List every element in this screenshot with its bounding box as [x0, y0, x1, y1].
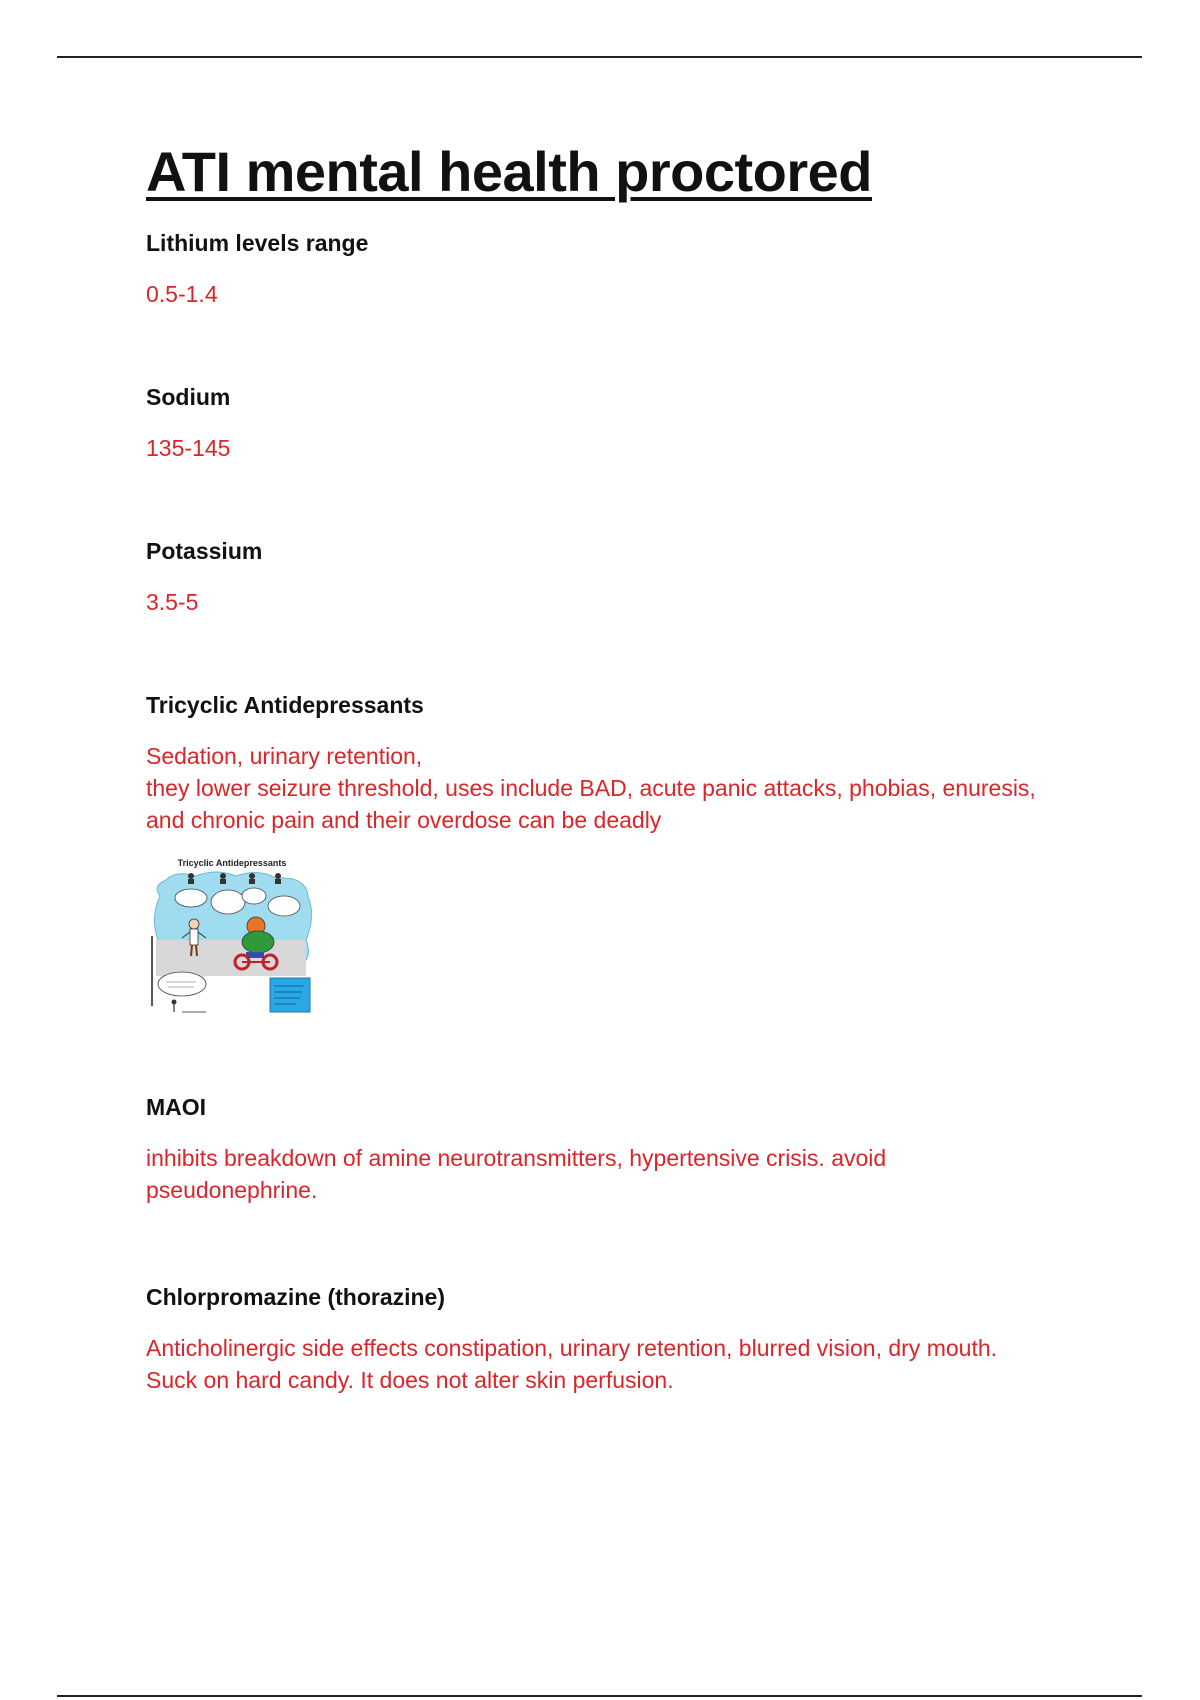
- small-figure: [172, 1000, 207, 1013]
- speech-bubble: [211, 890, 245, 914]
- card-definition: [146, 278, 1106, 310]
- card-term: MAOI: [146, 1094, 207, 1120]
- definition-line: 0.5-1.4: [146, 281, 218, 307]
- definition-line: 3.5-5: [146, 589, 199, 615]
- bottom-divider: [57, 1695, 1142, 1697]
- flashcard-lithium: [146, 228, 1106, 310]
- card-term: Chlorpromazine (thorazine): [146, 1284, 446, 1310]
- top-divider: [57, 56, 1142, 58]
- illustration-drawing: [146, 856, 318, 1016]
- tricyclic-illustration: [146, 856, 318, 1016]
- flashcard-potassium: [146, 536, 1106, 618]
- illustration-caption: Tricyclic Antidepressants: [177, 858, 287, 868]
- card-term: Potassium: [146, 538, 263, 564]
- note-bubble: [158, 972, 206, 996]
- flashcard-tricyclic-antidepressants: [146, 690, 1106, 1016]
- floor-band: [156, 940, 306, 976]
- document-content: [146, 140, 1106, 1468]
- definition-line: and chronic pain and their overdose can be deadly: [146, 807, 662, 833]
- card-definition: [146, 432, 1106, 464]
- speech-bubble: [242, 888, 266, 904]
- card-term: Lithium levels range: [146, 230, 369, 256]
- flashcard-maoi: [146, 1092, 1106, 1206]
- card-definition: [146, 1142, 1106, 1206]
- definition-line: Suck on hard candy. It does not alter skin perfusion.: [146, 1367, 674, 1393]
- definition-line: Anticholinergic side effects constipation, urinary retention, blurred vision, dry mouth.: [146, 1335, 998, 1361]
- card-definition: [146, 740, 1106, 836]
- definition-line: inhibits breakdown of amine neurotransmitters, hypertensive crisis. avoid: [146, 1145, 887, 1171]
- flashcard-sodium: [146, 382, 1106, 464]
- document-title: ATI mental health proctored: [146, 140, 872, 203]
- card-term: Tricyclic Antidepressants: [146, 692, 424, 718]
- speech-bubble: [175, 889, 207, 907]
- flashcard-chlorpromazine: [146, 1282, 1106, 1396]
- card-definition: [146, 586, 1106, 618]
- definition-line: 135-145: [146, 435, 231, 461]
- info-box: [270, 978, 310, 1012]
- definition-line: Sedation, urinary retention,: [146, 743, 423, 769]
- card-term: Sodium: [146, 384, 231, 410]
- definition-line: they lower seizure threshold, uses include BAD, acute panic attacks, phobias, enuresis,: [146, 775, 1036, 801]
- definition-line: pseudonephrine.: [146, 1177, 318, 1203]
- card-definition: [146, 1332, 1106, 1396]
- speech-bubble: [268, 896, 300, 916]
